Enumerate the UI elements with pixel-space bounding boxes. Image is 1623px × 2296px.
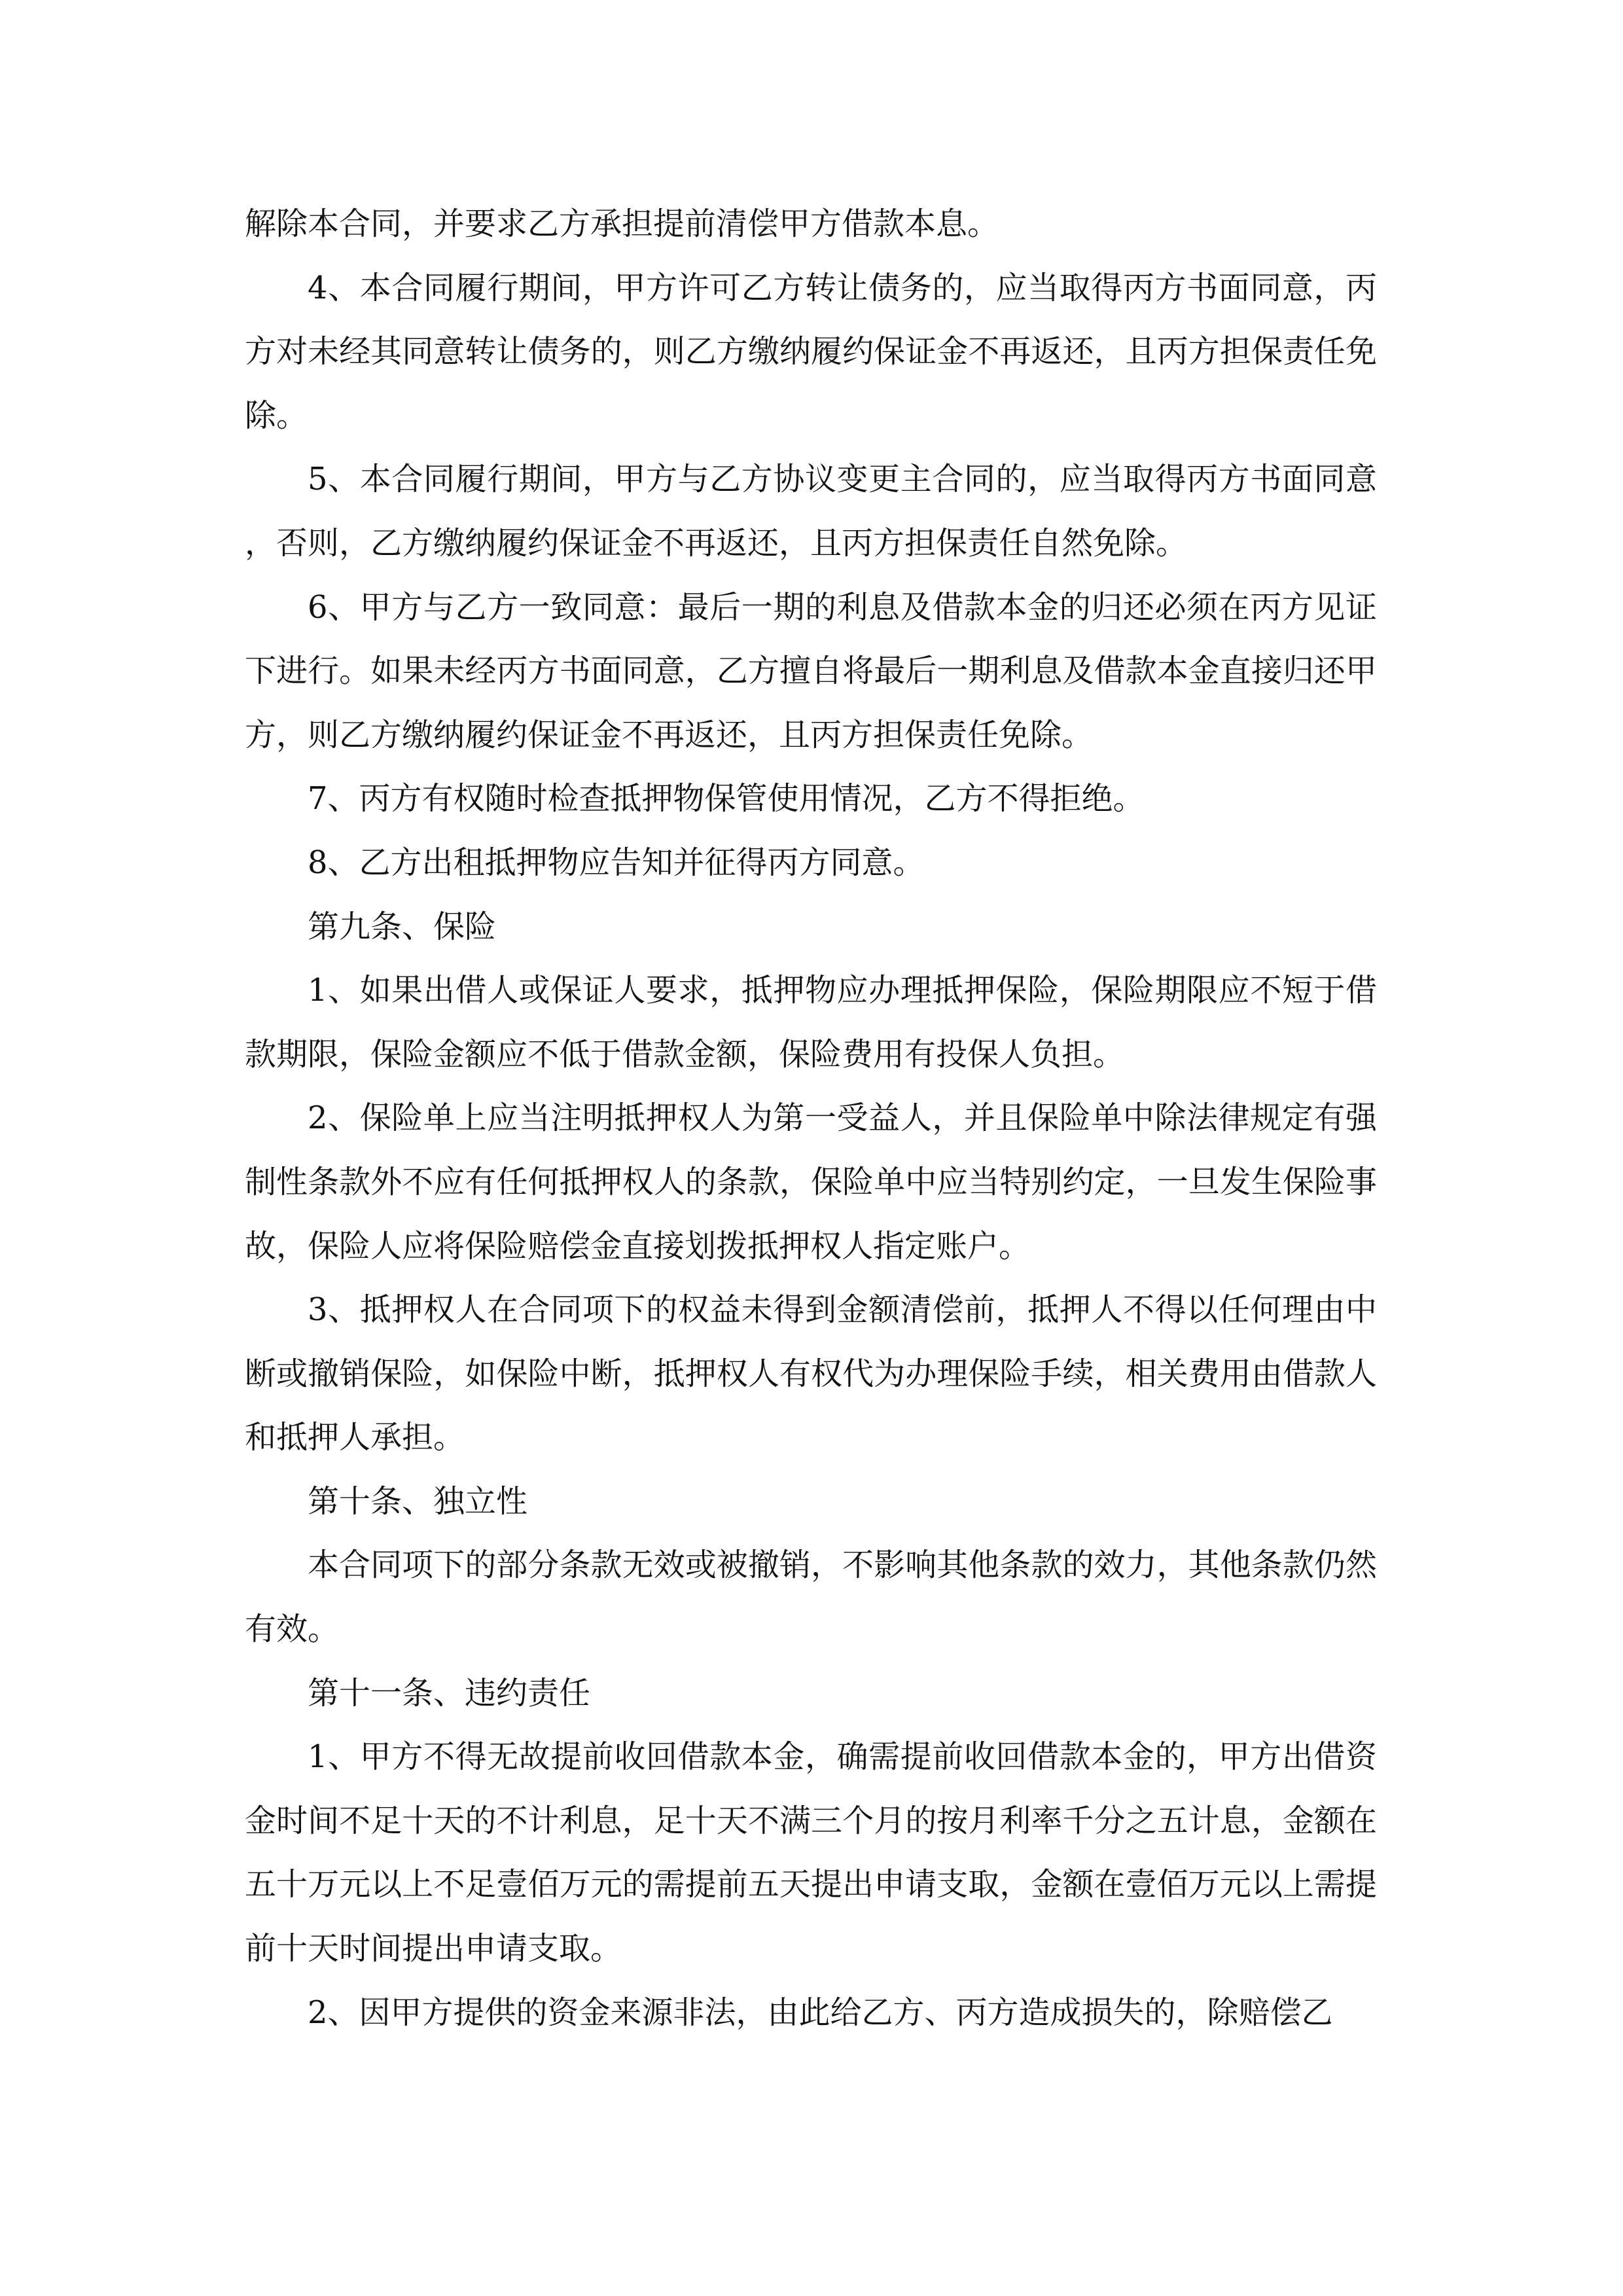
clause-5: 5、本合同履行期间，甲方与乙方协议变更主合同的，应当取得丙方书面同意，否则，乙方缴纳履约保证金不再返还，且丙方担保责任自然免除。 [245, 461, 1377, 562]
clause-8: 8、乙方出租抵押物应告知并征得丙方同意。 [308, 844, 925, 881]
clause-4: 4、本合同履行期间，甲方许可乙方转让债务的，应当取得丙方书面同意，丙方对未经其同意转让债务的，则乙方缴纳履约保证金不再返还，且丙方担保责任免除。 [245, 269, 1377, 434]
paragraph: 解除本合同，并要求乙方承担提前清偿甲方借款本息。 [245, 206, 999, 242]
article-9-clause-1: 1、如果出借人或保证人要求，抵押物应办理抵押保险，保险期限应不短于借款期限，保险金额应不低于借款金额，保险费用有投保人负担。 [245, 972, 1377, 1073]
clause-7: 7、丙方有权随时检查抵押物保管使用情况，乙方不得拒绝。 [308, 780, 1145, 817]
document-body [245, 192, 1377, 2045]
article-10-body: 本合同项下的部分条款无效或被撤销，不影响其他条款的效力，其他条款仍然有效。 [245, 1547, 1377, 1648]
article-9-clause-3: 3、抵押权人在合同项下的权益未得到金额清偿前，抵押人不得以任何理由中断或撤销保险，如保险中断，抵押权人有权代为办理保险手续，相关费用由借款人和抵押人承担。 [245, 1291, 1377, 1456]
article-11-heading: 第十一条、违约责任 [308, 1674, 591, 1712]
article-9-heading: 第九条、保险 [308, 908, 497, 945]
clause-6: 6、甲方与乙方一致同意：最后一期的利息及借款本金的归还必须在丙方见证下进行。如果未经丙方书面同意，乙方擅自将最后一期利息及借款本金直接归还甲方，则乙方缴纳履约保证金不再返还，且丙方担保责任免除。 [245, 588, 1377, 753]
article-9-clause-2: 2、保险单上应当注明抵押权人为第一受益人，并且保险单中除法律规定有强制性条款外不应有任何抵押权人的条款，保险单中应当特别约定，一旦发生保险事故，保险人应将保险赔偿金直接划拨抵押权人指定账户。 [245, 1100, 1377, 1265]
article-11-clause-1: 1、甲方不得无故提前收回借款本金，确需提前收回借款本金的，甲方出借资金时间不足十天的不计利息，足十天不满三个月的按月利率千分之五计息，金额在五十万元以上不足壹佰万元的需提前五天提出申请支取，金额在壹佰万元以上需提前十天时间提出申请支取。 [245, 1738, 1377, 1967]
article-10-heading: 第十条、独立性 [308, 1482, 528, 1520]
article-11-clause-2: 2、因甲方提供的资金来源非法，由此给乙方、丙方造成损失的，除赔偿乙 [308, 1994, 1333, 2031]
